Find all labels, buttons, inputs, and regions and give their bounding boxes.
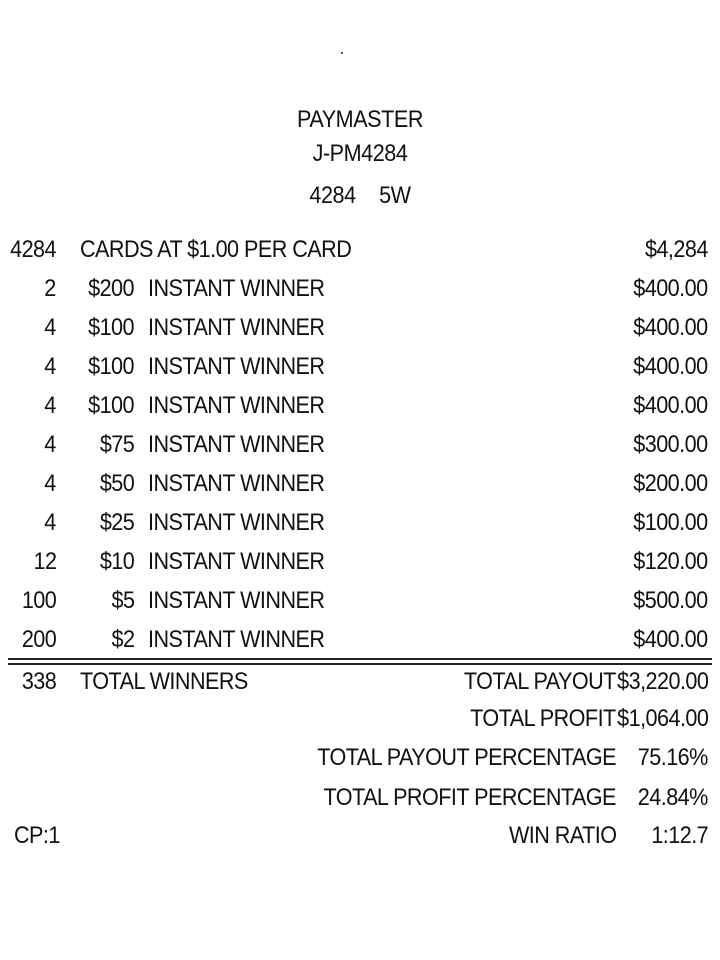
- winner-amount: $400.00: [633, 275, 708, 302]
- winner-qty: 4: [44, 470, 56, 497]
- winner-label: INSTANT WINNER: [148, 353, 325, 380]
- win-ratio-value: 1:12.7: [651, 822, 708, 849]
- divider-line-top: [8, 658, 712, 660]
- winner-prize: $25: [99, 509, 134, 536]
- winner-prize: $5: [111, 587, 134, 614]
- total-winners-label: TOTAL WINNERS: [80, 668, 248, 695]
- winner-label: INSTANT WINNER: [148, 626, 325, 653]
- total-winners-count: 338: [21, 668, 56, 695]
- cards-amount: $4,284: [645, 236, 708, 263]
- total-payout-percentage-label: TOTAL PAYOUT PERCENTAGE: [317, 744, 616, 771]
- winner-amount: $400.00: [633, 626, 708, 653]
- winner-amount: $500.00: [633, 587, 708, 614]
- total-payout-label: TOTAL PAYOUT: [464, 668, 616, 695]
- winner-prize: $75: [99, 431, 134, 458]
- paymaster-code: J-PM4284: [312, 140, 408, 167]
- winner-row: [0, 275, 720, 311]
- win-ratio-label: WIN RATIO: [508, 822, 616, 849]
- winner-qty: 200: [21, 626, 56, 653]
- winner-amount: $120.00: [633, 548, 708, 575]
- winner-prize: $2: [111, 626, 134, 653]
- winner-qty: 12: [33, 548, 56, 575]
- winner-row: [0, 470, 720, 506]
- winner-prize: $10: [99, 548, 134, 575]
- winner-row: [0, 626, 720, 662]
- winner-row: [0, 548, 720, 584]
- form-type: 5W: [379, 182, 411, 209]
- total-profit-percentage-label: TOTAL PROFIT PERCENTAGE: [323, 784, 616, 811]
- winner-label: INSTANT WINNER: [148, 587, 325, 614]
- paymaster-title: PAYMASTER: [297, 106, 423, 133]
- winner-label: INSTANT WINNER: [148, 314, 325, 341]
- winner-prize: $100: [88, 392, 134, 419]
- form-number: 4284: [309, 182, 356, 209]
- winner-amount: $400.00: [633, 314, 708, 341]
- speck: [341, 52, 343, 54]
- winner-row: [0, 392, 720, 428]
- winner-label: INSTANT WINNER: [148, 509, 325, 536]
- winner-amount: $200.00: [633, 470, 708, 497]
- winner-qty: 4: [44, 509, 56, 536]
- winner-prize: $100: [88, 314, 134, 341]
- cp-label: CP:1: [14, 822, 60, 849]
- winner-qty: 4: [44, 392, 56, 419]
- winner-prize: $50: [99, 470, 134, 497]
- winner-amount: $300.00: [633, 431, 708, 458]
- winner-amount: $100.00: [633, 509, 708, 536]
- winner-prize: $200: [88, 275, 134, 302]
- winner-prize: $100: [88, 353, 134, 380]
- winner-qty: 2: [44, 275, 56, 302]
- winner-row: [0, 509, 720, 545]
- winner-label: INSTANT WINNER: [148, 548, 325, 575]
- total-profit-label: TOTAL PROFIT: [470, 705, 616, 732]
- cards-count: 4284: [10, 236, 56, 263]
- winner-row: [0, 431, 720, 467]
- divider-line-bottom: [8, 663, 712, 665]
- winner-amount: $400.00: [633, 392, 708, 419]
- winner-qty: 4: [44, 353, 56, 380]
- total-payout-percentage-value: 75.16%: [637, 744, 708, 771]
- winner-row: [0, 314, 720, 350]
- form-line: [36, 182, 684, 210]
- winner-row: [0, 353, 720, 389]
- cards-row: [0, 236, 720, 272]
- total-payout-value: $3,220.00: [616, 668, 708, 695]
- winner-label: INSTANT WINNER: [148, 392, 325, 419]
- total-profit-percentage-value: 24.84%: [637, 784, 708, 811]
- winner-qty: 4: [44, 314, 56, 341]
- cards-description: CARDS AT $1.00 PER CARD: [80, 236, 352, 263]
- winner-amount: $400.00: [633, 353, 708, 380]
- winner-qty: 4: [44, 431, 56, 458]
- winner-row: [0, 587, 720, 623]
- winner-label: INSTANT WINNER: [148, 275, 325, 302]
- winner-qty: 100: [21, 587, 56, 614]
- total-profit-value: $1,064.00: [616, 705, 708, 732]
- winner-label: INSTANT WINNER: [148, 470, 325, 497]
- winner-label: INSTANT WINNER: [148, 431, 325, 458]
